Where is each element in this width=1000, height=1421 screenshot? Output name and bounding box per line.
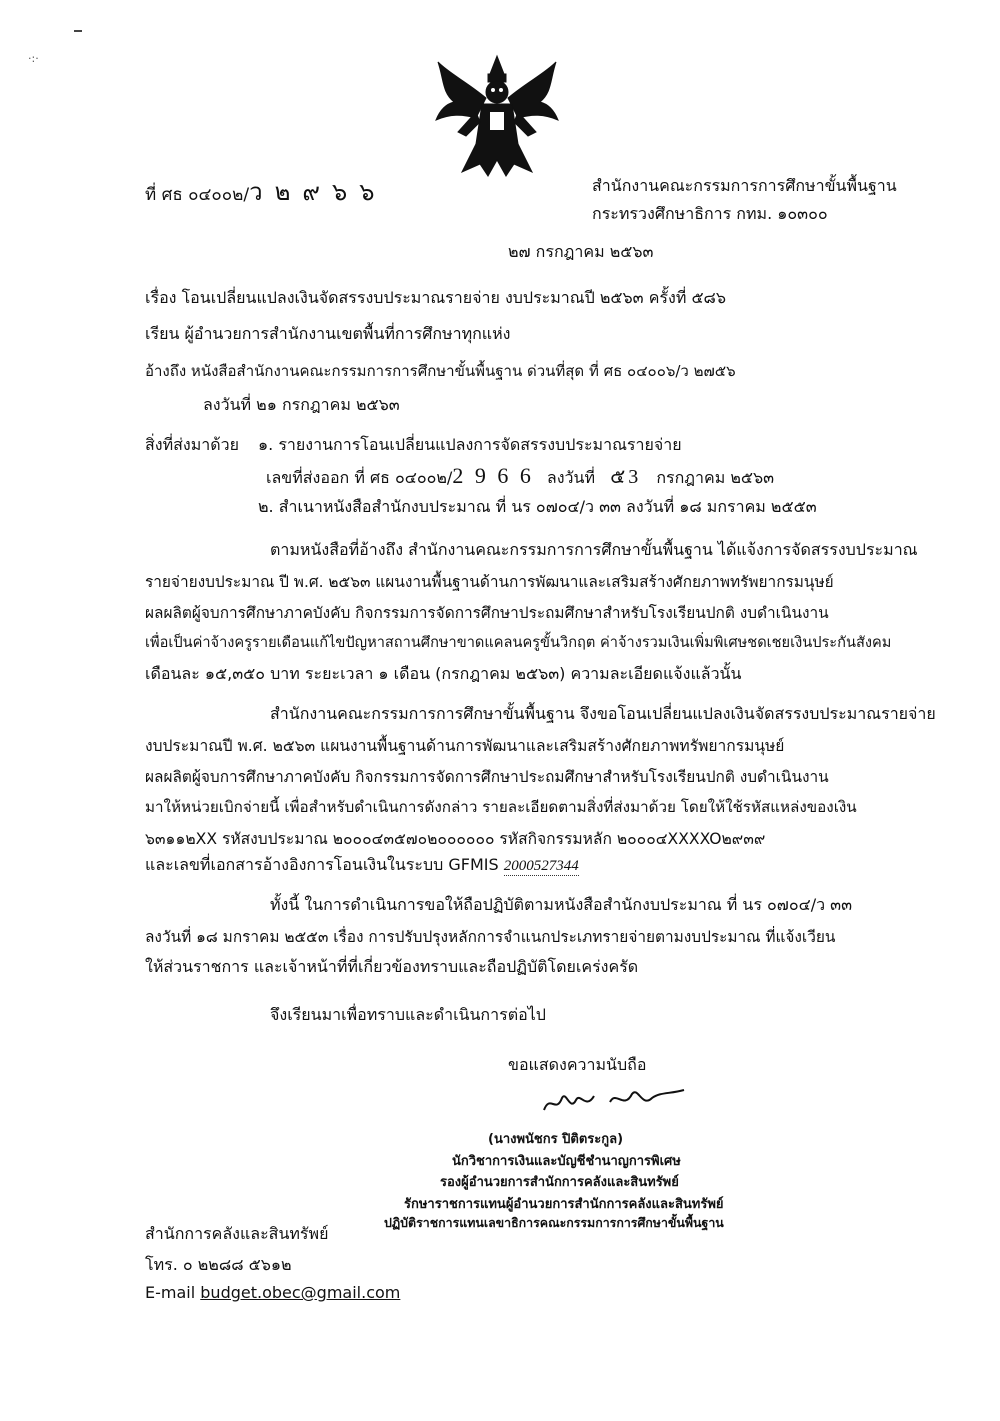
scan-mark: ·:· (28, 52, 39, 65)
paragraph-3-line-1: ทั้งนี้ ในการดำเนินการขอให้ถือปฏิบัติตามหนังสือสำนักงบประมาณ ที่ นร ๐๗๐๔/ว ๓๓ (270, 895, 853, 914)
paragraph-2-line-5: ๖๓๑๑๒XX รหัสงบประมาณ ๒๐๐๐๔๓๕๗๐๒๐๐๐๐๐๐ รหัสกิจกรรมหลัก ๒๐๐๐๔XXXXO๒๙๓๙ (145, 830, 766, 848)
closing-line: จึงเรียนมาเพื่อทราบและดำเนินการต่อไป (270, 1005, 546, 1024)
enclosure-ref-prefix: เลขที่ส่งออก ที่ ศธ ๐๔๐๐๒/ (266, 468, 453, 487)
salutation: ขอแสดงความนับถือ (508, 1055, 647, 1074)
office-address: กระทรวงศึกษาธิการ กทม. ๑๐๓๐๐ (592, 204, 828, 223)
signature-scribble (540, 1080, 690, 1120)
reference-line-1: อ้างถึง หนังสือสำนักงานคณะกรรมการการศึกษาขั้นพื้นฐาน ด่วนที่สุด ที่ ศธ ๐๔๐๐๖/ว ๒๗๕๖ (145, 362, 736, 380)
recipient-line: เรียน ผู้อำนวยการสำนักงานเขตพื้นที่การศึกษาทุกแห่ง (145, 324, 511, 343)
footer-department: สำนักการคลังและสินทรัพย์ (145, 1224, 329, 1243)
enclosure-item-1-sub (266, 460, 774, 492)
footer-email-link[interactable]: budget.obec@gmail.com (200, 1283, 401, 1302)
document-ref-prefix: ที่ ศธ ๐๔๐๐๒/ (145, 185, 250, 205)
paragraph-2-line-6 (145, 853, 579, 878)
document-date: ๒๗ กรกฎาคม ๒๕๖๓ (508, 242, 654, 261)
signatory-name: (นางพนัชกร ปิติตระกูล) (488, 1132, 624, 1147)
enclosure-date-label: ลงวันที่ (546, 468, 595, 487)
paragraph-3-line-2: ลงวันที่ ๑๘ มกราคม ๒๕๕๓ เรื่อง การปรับปรุงหลักการจำแนกประเภทรายจ่ายตามงบประมาณ ที่แจ้งเวียน (145, 928, 836, 946)
paragraph-2-line-1: สำนักงานคณะกรรมการการศึกษาขั้นพื้นฐาน จึงขอโอนเปลี่ยนแปลงเงินจัดสรรงบประมาณรายจ่าย (270, 704, 936, 723)
enclosure-label: สิ่งที่ส่งมาด้วย (145, 435, 239, 454)
signatory-title-2: รองผู้อำนวยการสำนักการคลังและสินทรัพย์ (440, 1175, 679, 1190)
enclosure-item-1: ๑. รายงานการโอนเปลี่ยนแปลงการจัดสรรงบประมาณรายจ่าย (258, 435, 682, 454)
enclosure-ref-number: 2 9 6 6 (452, 463, 534, 488)
paragraph-1-line-3: ผลผลิตผู้จบการศึกษาภาคบังคับ กิจกรรมการจัดการศึกษาประถมศึกษาสำหรับโรงเรียนปกติ งบดำเนินงาน (145, 604, 829, 622)
paragraph-2-line-2: งบประมาณปี พ.ศ. ๒๕๖๓ แผนงานพื้นฐานด้านการพัฒนาและเสริมสร้างศักยภาพทรัพยากรมนุษย์ (145, 737, 785, 755)
office-name: สำนักงานคณะกรรมการการศึกษาขั้นพื้นฐาน (592, 176, 897, 195)
scan-mark (74, 30, 82, 32)
signatory-title-4: ปฏิบัติราชการแทนเลขาธิการคณะกรรมการการศึกษาขั้นพื้นฐาน (384, 1215, 724, 1230)
signature (540, 1080, 690, 1120)
paragraph-2-line-4: มาให้หน่วยเบิกจ่ายนี้ เพื่อสำหรับดำเนินการดังกล่าว รายละเอียดตามสิ่งที่ส่งมาด้วย โดยให้ใช้รหัสแหล่งของเงิน (145, 798, 857, 816)
footer-email-label: E-mail (145, 1283, 196, 1302)
enclosure-month-year: กรกฎาคม ๒๕๖๓ (656, 468, 775, 487)
paragraph-1-line-2: รายจ่ายงบประมาณ ปี พ.ศ. ๒๕๖๓ แผนงานพื้นฐานด้านการพัฒนาและเสริมสร้างศักยภาพทรัพยากรมนุษย์ (145, 573, 834, 591)
signatory-title-1: นักวิชาการเงินและบัญชีชำนาญการพิเศษ (452, 1154, 681, 1169)
gfmis-number-handwritten: 2000527344 (503, 858, 579, 874)
paragraph-1-line-1: ตามหนังสือที่อ้างถึง สำนักงานคณะกรรมการการศึกษาขั้นพื้นฐาน ได้แจ้งการจัดสรรงบประมาณ (270, 540, 918, 559)
garuda-emblem (432, 52, 562, 182)
paragraph-1-line-5: เดือนละ ๑๕,๓๕๐ บาท ระยะเวลา ๑ เดือน (กรกฎาคม ๒๕๖๓) ความละเอียดแจ้งแล้วนั้น (145, 664, 742, 683)
paragraph-2-line-3: ผลผลิตผู้จบการศึกษาภาคบังคับ กิจกรรมการจัดการศึกษาประถมศึกษาสำหรับโรงเรียนปกติ งบดำเนินงาน (145, 768, 829, 786)
enclosure-item-2: ๒. สำเนาหนังสือสำนักงบประมาณ ที่ นร ๐๗๐๔/ว ๓๓ ลงวันที่ ๑๘ มกราคม ๒๕๕๓ (258, 497, 817, 516)
gfmis-label: และเลขที่เอกสารอ้างอิงการโอนเงินในระบบ GFMIS (145, 855, 499, 874)
signatory-title-3: รักษาราชการแทนผู้อำนวยการสำนักการคลังและสินทรัพย์ (404, 1197, 724, 1212)
document-ref-handwritten: ว ๒ ๙ ๖ ๖ (249, 180, 378, 206)
subject-line: เรื่อง โอนเปลี่ยนแปลงเงินจัดสรรงบประมาณรายจ่าย งบประมาณปี ๒๕๖๓ ครั้งที่ ๕๘๖ (145, 288, 727, 307)
paragraph-3-line-3: ให้ส่วนราชการ และเจ้าหน้าที่ที่เกี่ยวข้องทราบและถือปฏิบัติโดยเคร่งครัด (145, 957, 639, 976)
enclosure-day-handwritten: ๕3 (610, 466, 642, 488)
paragraph-1-line-4: เพื่อเป็นค่าจ้างครูรายเดือนแก้ไขปัญหาสถานศึกษาขาดแคลนครูขั้นวิกฤต ค่าจ้างรวมเงินเพิ่มพิเศษชดเชยเงินประกันสังคม (145, 634, 892, 651)
footer-email (145, 1283, 400, 1302)
footer-phone: โทร. ๐ ๒๒๘๘ ๕๖๑๒ (145, 1255, 292, 1274)
signature-text (540, 1080, 544, 1081)
reference-line-2: ลงวันที่ ๒๑ กรกฎาคม ๒๕๖๓ (203, 395, 400, 414)
document-ref (145, 172, 377, 211)
